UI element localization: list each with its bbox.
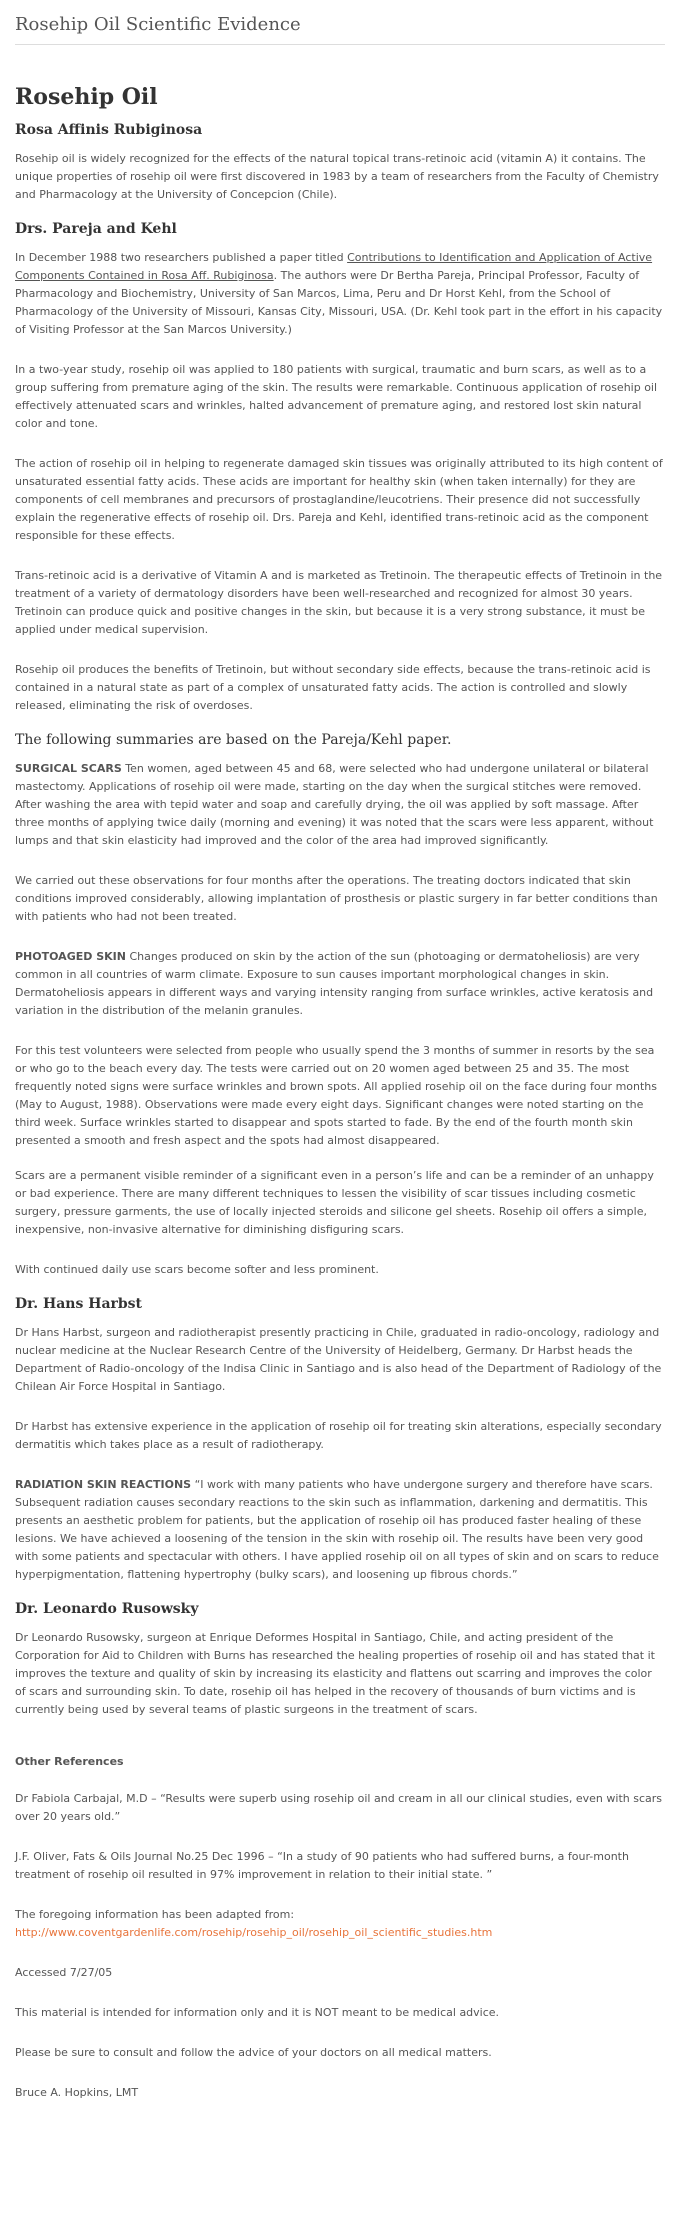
consult-notice: Please be sure to consult and follow the advice of your doctors on all medical matters. bbox=[15, 2046, 492, 2059]
harbst-paragraph-2: Dr Harbst has extensive experience in the application of rosehip oil for treating skin alterations, especially secondary dermatitis which takes place as a result of radiotherapy. bbox=[15, 1420, 662, 1451]
radiation-text: “I work with many patients who have undergone surgery and therefore have scars. Subsequent radiation causes secondary reactions to the skin such as inflammation, darkening and dermatitis. This presents an aesthetic problem for patients, but the application of rosehip oil has produced faster healing of these lesions. We have achieved a loosening of the tension in the skin with rosehip oil. The results have been very good with some patients and spectacular with others. I have applied rosehip oil on all types of skin and on scars to reduce hyperpigmentation, flattening hypertrophy (bulky scars), and loosening up fibrous chords.” bbox=[15, 1478, 659, 1581]
pareja-p1-after: . The authors were Dr Bertha Pareja, Principal Professor, Faculty of Pharmacology and Biochemistry, University of San Marcos, Lima, Peru and Dr Horst Kehl, from the School of Pharmacology of the University of Missouri, Kansas City, Missouri, USA. (Dr. Kehl took part in the effort in his capacity of Visiting Professor at the San Marcos University.) bbox=[15, 269, 663, 336]
surgical-followup-paragraph: We carried out these observations for four months after the operations. The treating doctors indicated that skin conditions improved considerably, allowing implantation of prosthesis or plastic surgery in far better conditions than with patients who had not been treated. bbox=[15, 874, 658, 923]
surgical-scars-text: Ten women, aged between 45 and 68, were selected who had undergone unilateral or bilateral mastectomy. Applications of rosehip oil were made, starting on the day when the surgical stitches were removed. After washing the area with tepid water and soap and carefully drying, the oil was applied by soft massage. After three months of applying twice daily (morning and evening) it was noted that the scars were less apparent, without lumps and that skin elasticity had improved and the color of the area had improved significantly. bbox=[15, 762, 654, 847]
author-signature: Bruce A. Hopkins, LMT bbox=[15, 2086, 139, 2099]
reference-2: J.F. Oliver, Fats & Oils Journal No.25 Dec 1996 – “In a study of 90 patients who had suffered burns, a four-month treatment of rosehip oil resulted in 97% improvement in relation to their initial state. ” bbox=[15, 1850, 629, 1881]
reference-1: Dr Fabiola Carbajal, M.D – “Results were superb using rosehip oil and cream in all our clinical studies, even with scars over 20 years old.” bbox=[15, 1792, 663, 1823]
pareja-paragraph-2: In a two-year study, rosehip oil was applied to 180 patients with surgical, traumatic and burn scars, as well as to a group suffering from premature aging of the skin. The results were remarkable. Continuous application of rosehip oil effectively attenuated scars and wrinkles, halted advancement of premature aging, and restored lost skin natural color and tone. bbox=[15, 363, 658, 430]
harbst-paragraph-1: Dr Hans Harbst, surgeon and radiotherapist presently practicing in Chile, graduated in radio-oncology, radiology and nuclear medicine at the Nuclear Research Centre of the University of Heidelberg, Germany. Dr Harbst heads the Department of Radio-oncology of the Indisa Clinic in Santiago and is also head of the Department of Radiology of the Chilean Air Force Hospital in Santiago. bbox=[15, 1326, 662, 1393]
article-title: Rosehip Oil bbox=[15, 84, 158, 110]
rusowsky-heading: Dr. Leonardo Rusowsky bbox=[15, 1601, 199, 1617]
pareja-heading: Drs. Pareja and Kehl bbox=[15, 221, 177, 237]
source-link-line bbox=[15, 1924, 665, 1942]
other-references-heading: Other References bbox=[15, 1755, 124, 1768]
pareja-paragraph-3: The action of rosehip oil in helping to regenerate damaged skin tissues was originally attributed to its high content of unsaturated essential fatty acids. These acids are important for healthy skin (when taken internally) for they are components of cell membranes and precursors of prostaglandine/leucotriens. Their presence did not successfully explain the regenerative effects of rosehip oil. Drs. Pareja and Kehl, identified trans-retinoic acid as the component responsible for these effects. bbox=[15, 457, 663, 542]
pareja-p1-before: In December 1988 two researchers published a paper titled bbox=[15, 251, 348, 264]
disclaimer: This material is intended for information only and it is NOT meant to be medical advice. bbox=[15, 2006, 500, 2019]
surgical-scars-paragraph bbox=[15, 760, 665, 850]
pareja-paragraph-1 bbox=[15, 249, 665, 339]
pareja-paragraph-4: Trans-retinoic acid is a derivative of Vitamin A and is marketed as Tretinoin. The therapeutic effects of Tretinoin in the treatment of a variety of dermatology disorders have been well-researched and recognized for almost 30 years. Tretinoin can produce quick and positive changes in the skin, but because it is a very strong substance, it must be applied under medical supervision. bbox=[15, 569, 663, 636]
photoaged-skin-paragraph bbox=[15, 948, 665, 1020]
photoaged-test-paragraph: For this test volunteers were selected from people who usually spend the 3 months of summer in resorts by the sea or who go to the beach every day. The tests were carried out on 20 women aged between 25 and 35. The most frequently noted signs were surface wrinkles and brown spots. All applied rosehip oil on the face during four months (May to August, 1988). Observations were made every eight days. Significant changes were noted starting on the third week. Surface wrinkles started to disappear and spots started to fade. By the end of the fourth month skin presented a smooth and fresh aspect and the spots had almost disappeared. bbox=[15, 1044, 658, 1147]
pareja-paragraph-5: Rosehip oil produces the benefits of Tretinoin, but without secondary side effects, because the trans-retinoic acid is contained in a natural state as part of a complex of unsaturated fatty acids. The action is controlled and slowly released, eliminating the risk of overdoses. bbox=[15, 663, 651, 712]
header-divider bbox=[15, 44, 665, 45]
scars-paragraph: Scars are a permanent visible reminder of a significant even in a person’s life and can be a reminder of an unhappy or bad experience. There are many different techniques to lessen the visibility of scar tissues including cosmetic surgery, pressure garments, the use of locally injected steroids and silicone gel sheets. Rosehip oil offers a simple, inexpensive, non-invasive alternative for diminishing disfiguring scars. bbox=[15, 1169, 654, 1236]
softer-scars-paragraph: With continued daily use scars become softer and less prominent. bbox=[15, 1263, 379, 1276]
rusowsky-paragraph: Dr Leonardo Rusowsky, surgeon at Enrique Deformes Hospital in Santiago, Chile, and acting president of the Corporation for Aid to Children with Burns has researched the healing properties of rosehip oil and has stated that it improves the texture and quality of skin by increasing its elasticity and flattens out scarring and improves the color of scars and surrounding skin. To date, rosehip oil has helped in the recovery of thousands of burn victims and is currently being used by several teams of plastic surgeons in the treatment of scars. bbox=[15, 1631, 655, 1716]
radiation-label: RADIATION SKIN REACTIONS bbox=[15, 1478, 192, 1491]
surgical-scars-label: SURGICAL SCARS bbox=[15, 762, 122, 775]
photoaged-skin-text: Changes produced on skin by the action of the sun (photoaging or dermatoheliosis) are very common in all countries of warm climate. Exposure to sun causes important morphological changes in skin. Dermatoheliosis appears in different ways and varying intensity ranging from surface wrinkles, active keratosis and variation in the distribution of the melanin granules. bbox=[15, 950, 654, 1017]
site-title: Rosehip Oil Scientific Evidence bbox=[15, 14, 301, 35]
radiation-paragraph bbox=[15, 1476, 665, 1584]
paper-title-link[interactable]: Contributions to Identification and Application of Active Components Contained in Rosa Aff. Rubiginosa bbox=[15, 251, 653, 282]
source-link[interactable]: http://www.coventgardenlife.com/rosehip/rosehip_oil/rosehip_oil_scientific_studies.htm bbox=[15, 1926, 493, 1939]
photoaged-skin-label: PHOTOAGED SKIN bbox=[15, 950, 126, 963]
article bbox=[15, 84, 665, 2119]
article-subtitle: Rosa Affinis Rubiginosa bbox=[15, 122, 203, 138]
accessed-date: Accessed 7/27/05 bbox=[15, 1966, 113, 1979]
summaries-heading: The following summaries are based on the Pareja/Kehl paper. bbox=[15, 732, 452, 748]
harbst-heading: Dr. Hans Harbst bbox=[15, 1296, 143, 1312]
intro-paragraph: Rosehip oil is widely recognized for the effects of the natural topical trans-retinoic acid (vitamin A) it contains. The unique properties of rosehip oil were first discovered in 1983 by a team of researchers from the Faculty of Chemistry and Pharmacology at the University of Concepcion (Chile). bbox=[15, 152, 659, 201]
adapted-from-text: The foregoing information has been adapted from: bbox=[15, 1908, 295, 1921]
